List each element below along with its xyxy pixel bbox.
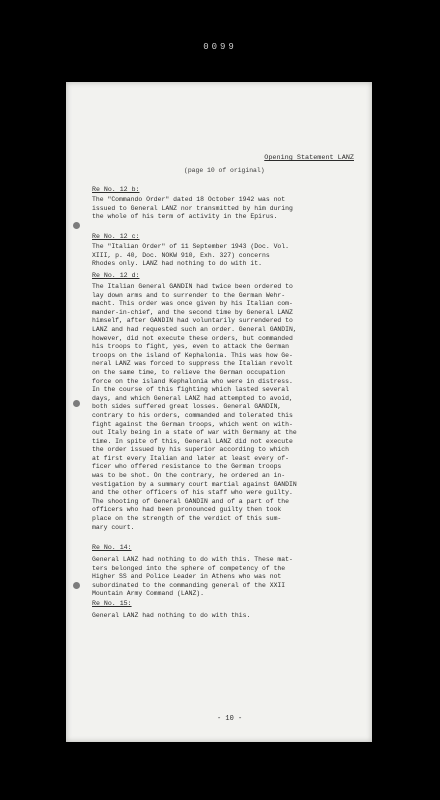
document-page [66,82,372,742]
page-number: - 10 - [217,715,243,723]
item-label: Re No. 12 c: [92,233,140,240]
item-paragraph: The "Commando Order" dated 18 October 1942 was not issued to General LANZ nor transmitted by him during the whole of his term of activity in the Epirus. [92,196,293,221]
item-paragraph: The Italian General GANDIN had twice been ordered to lay down arms and to surrender to the German Wehr- macht. This order was once given by his Italian com- mander-in-chief, and the second time by General LANZ himself, after GANDIN had voluntarily surrendered to LANZ and had requested such an order. General GANDIN, however, did not execute these orders, but commanded his troops to fight, yes, even to attack the German troops on the island of Kephalonia. This was how Ge- neral LANZ was forced to suppress the Italian revolt on the same time, to relieve the German occupation force on the island Kephalonia who were in distress. In the course of this fighting which lasted several days, and which General LANZ had attempted to avoid, both sides suffered great losses. General GANDIN, contrary to his orders, commanded and tolerated this fight against the German troops, which went on with- out Italy being in a state of war with Germany at the time. In spite of this, General LANZ did not execute the order issued by his superior according to which at first every Italian and later at least every of- ficer who offered resistance to the German troops was to be shot. On the contrary, he ordered an in- vestigation by a summary court martial against GANDIN and the other officers of his staff who were guilty. The shooting of General GANDIN and of a part of the officers who had been pronounced guilty then took place on the strength of the verdict of this sum- mary court. [92,283,297,531]
item-label: Re No. 12 b: [92,186,140,193]
item-paragraph: General LANZ had nothing to do with this. These mat- ters belonged into the sphere of competency of the Higher SS and Police Leader in Athens who was not subordinated to the commanding general of the XXII Mountain Army Command (LANZ). [92,556,293,598]
item-paragraph: General LANZ had nothing to do with this. [92,612,251,619]
document-heading: Opening Statement LANZ [264,154,354,162]
item-label: Re No. 15: [92,600,132,607]
item-label: Re No. 12 d: [92,272,140,279]
punch-hole [73,400,80,407]
item-label: Re No. 14: [92,544,132,551]
punch-hole [73,582,80,589]
item-paragraph: The "Italian Order" of 11 September 1943 (Doc. Vol. XIII, p. 40, Doc. NOKW 910, Exh. 327) concerns Rhodes only. LANZ had nothing to do with it. [92,243,290,268]
page-note: (page 10 of original) [184,167,265,174]
punch-hole [73,222,80,229]
document-text [92,82,362,723]
film-frame-number: 0099 [203,42,237,52]
